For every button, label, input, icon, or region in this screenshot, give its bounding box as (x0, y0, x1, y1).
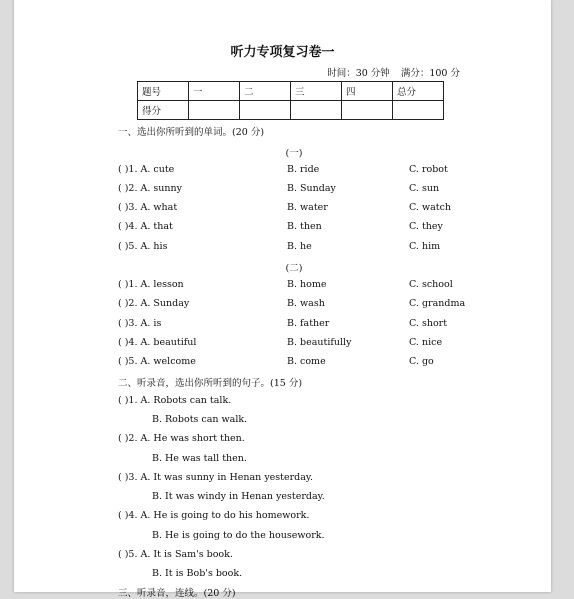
question-option-b: B. beautifully (287, 337, 352, 348)
question-option-b: B. water (287, 202, 328, 213)
question-option-c: C. sun (409, 183, 440, 194)
question-option-c: C. grandma (409, 298, 466, 309)
sentence-option-b: B. Robots can walk. (152, 414, 248, 425)
group2-label: (二) (285, 263, 303, 274)
section2-heading: 二、听录音，选出你所听到的句子。(15 分) (118, 378, 303, 389)
question-option-b: B. ride (287, 164, 320, 175)
score-cell (342, 101, 393, 120)
exam-meta (319, 65, 460, 79)
question-option-a: ( )4. A. that (118, 221, 173, 232)
sentence-option-a: ( )3. A. It was sunny in Henan yesterday. (118, 472, 314, 483)
score-cell (189, 101, 240, 120)
full-score: 满分：100 分 (400, 68, 460, 79)
question-option-a: ( )2. A. Sunday (118, 298, 190, 309)
question-option-c: C. they (409, 221, 443, 232)
group1-label: (一) (285, 148, 303, 159)
question-option-a: ( )1. A. lesson (118, 279, 184, 290)
page-title: 听力专项复习卷一 (230, 45, 335, 60)
score-cell (291, 101, 342, 120)
question-option-c: C. school (409, 279, 453, 290)
sentence-option-b: B. It was windy in Henan yesterday. (152, 491, 325, 502)
question-option-c: C. nice (409, 337, 443, 348)
sentence-option-a: ( )2. A. He was short then. (118, 433, 245, 444)
question-option-c: C. him (409, 241, 441, 252)
sentence-option-a: ( )5. A. It is Sam's book. (118, 549, 233, 560)
score-cell (393, 101, 444, 120)
question-option-b: B. father (287, 318, 330, 329)
sentence-option-b: B. He was tall then. (152, 453, 247, 464)
sentence-option-b: B. It is Bob's book. (152, 568, 243, 579)
score-table-score-row (138, 101, 444, 120)
score-cell (240, 101, 291, 120)
score-cell: 一 (189, 82, 240, 101)
sentence-option-b: B. He is going to do the housework. (152, 530, 325, 541)
question-option-a: ( )3. A. what (118, 202, 178, 213)
question-option-b: B. home (287, 279, 327, 290)
question-option-c: C. watch (409, 202, 452, 213)
score-cell: 总分 (393, 82, 444, 101)
question-option-a: ( )2. A. sunny (118, 183, 183, 194)
exam-page (14, 0, 551, 599)
question-option-c: C. go (409, 356, 434, 367)
score-cell: 四 (342, 82, 393, 101)
sentence-option-a: ( )4. A. He is going to do his homework. (118, 510, 310, 521)
score-cell: 三 (291, 82, 342, 101)
question-option-a: ( )3. A. is (118, 318, 162, 329)
score-table (137, 81, 444, 120)
score-table-header-row (138, 82, 444, 101)
question-option-b: B. wash (287, 298, 325, 309)
section3-heading: 三、听录音，连线。(20 分) (118, 588, 236, 599)
question-option-a: ( )5. A. his (118, 241, 168, 252)
section1-heading: 一、选出你所听到的单词。(20 分) (118, 127, 265, 138)
question-option-a: ( )5. A. welcome (118, 356, 196, 367)
question-option-a: ( )4. A. beautiful (118, 337, 197, 348)
score-cell: 题号 (138, 82, 189, 101)
sentence-option-a: ( )1. A. Robots can talk. (118, 395, 232, 406)
question-option-c: C. robot (409, 164, 448, 175)
question-option-b: B. then (287, 221, 322, 232)
question-option-b: B. Sunday (287, 183, 336, 194)
question-option-a: ( )1. A. cute (118, 164, 175, 175)
time-limit: 时间：30 分钟 (327, 68, 390, 79)
question-option-b: B. come (287, 356, 326, 367)
score-cell: 二 (240, 82, 291, 101)
question-option-b: B. he (287, 241, 312, 252)
question-option-c: C. short (409, 318, 448, 329)
score-cell: 得分 (138, 101, 189, 120)
